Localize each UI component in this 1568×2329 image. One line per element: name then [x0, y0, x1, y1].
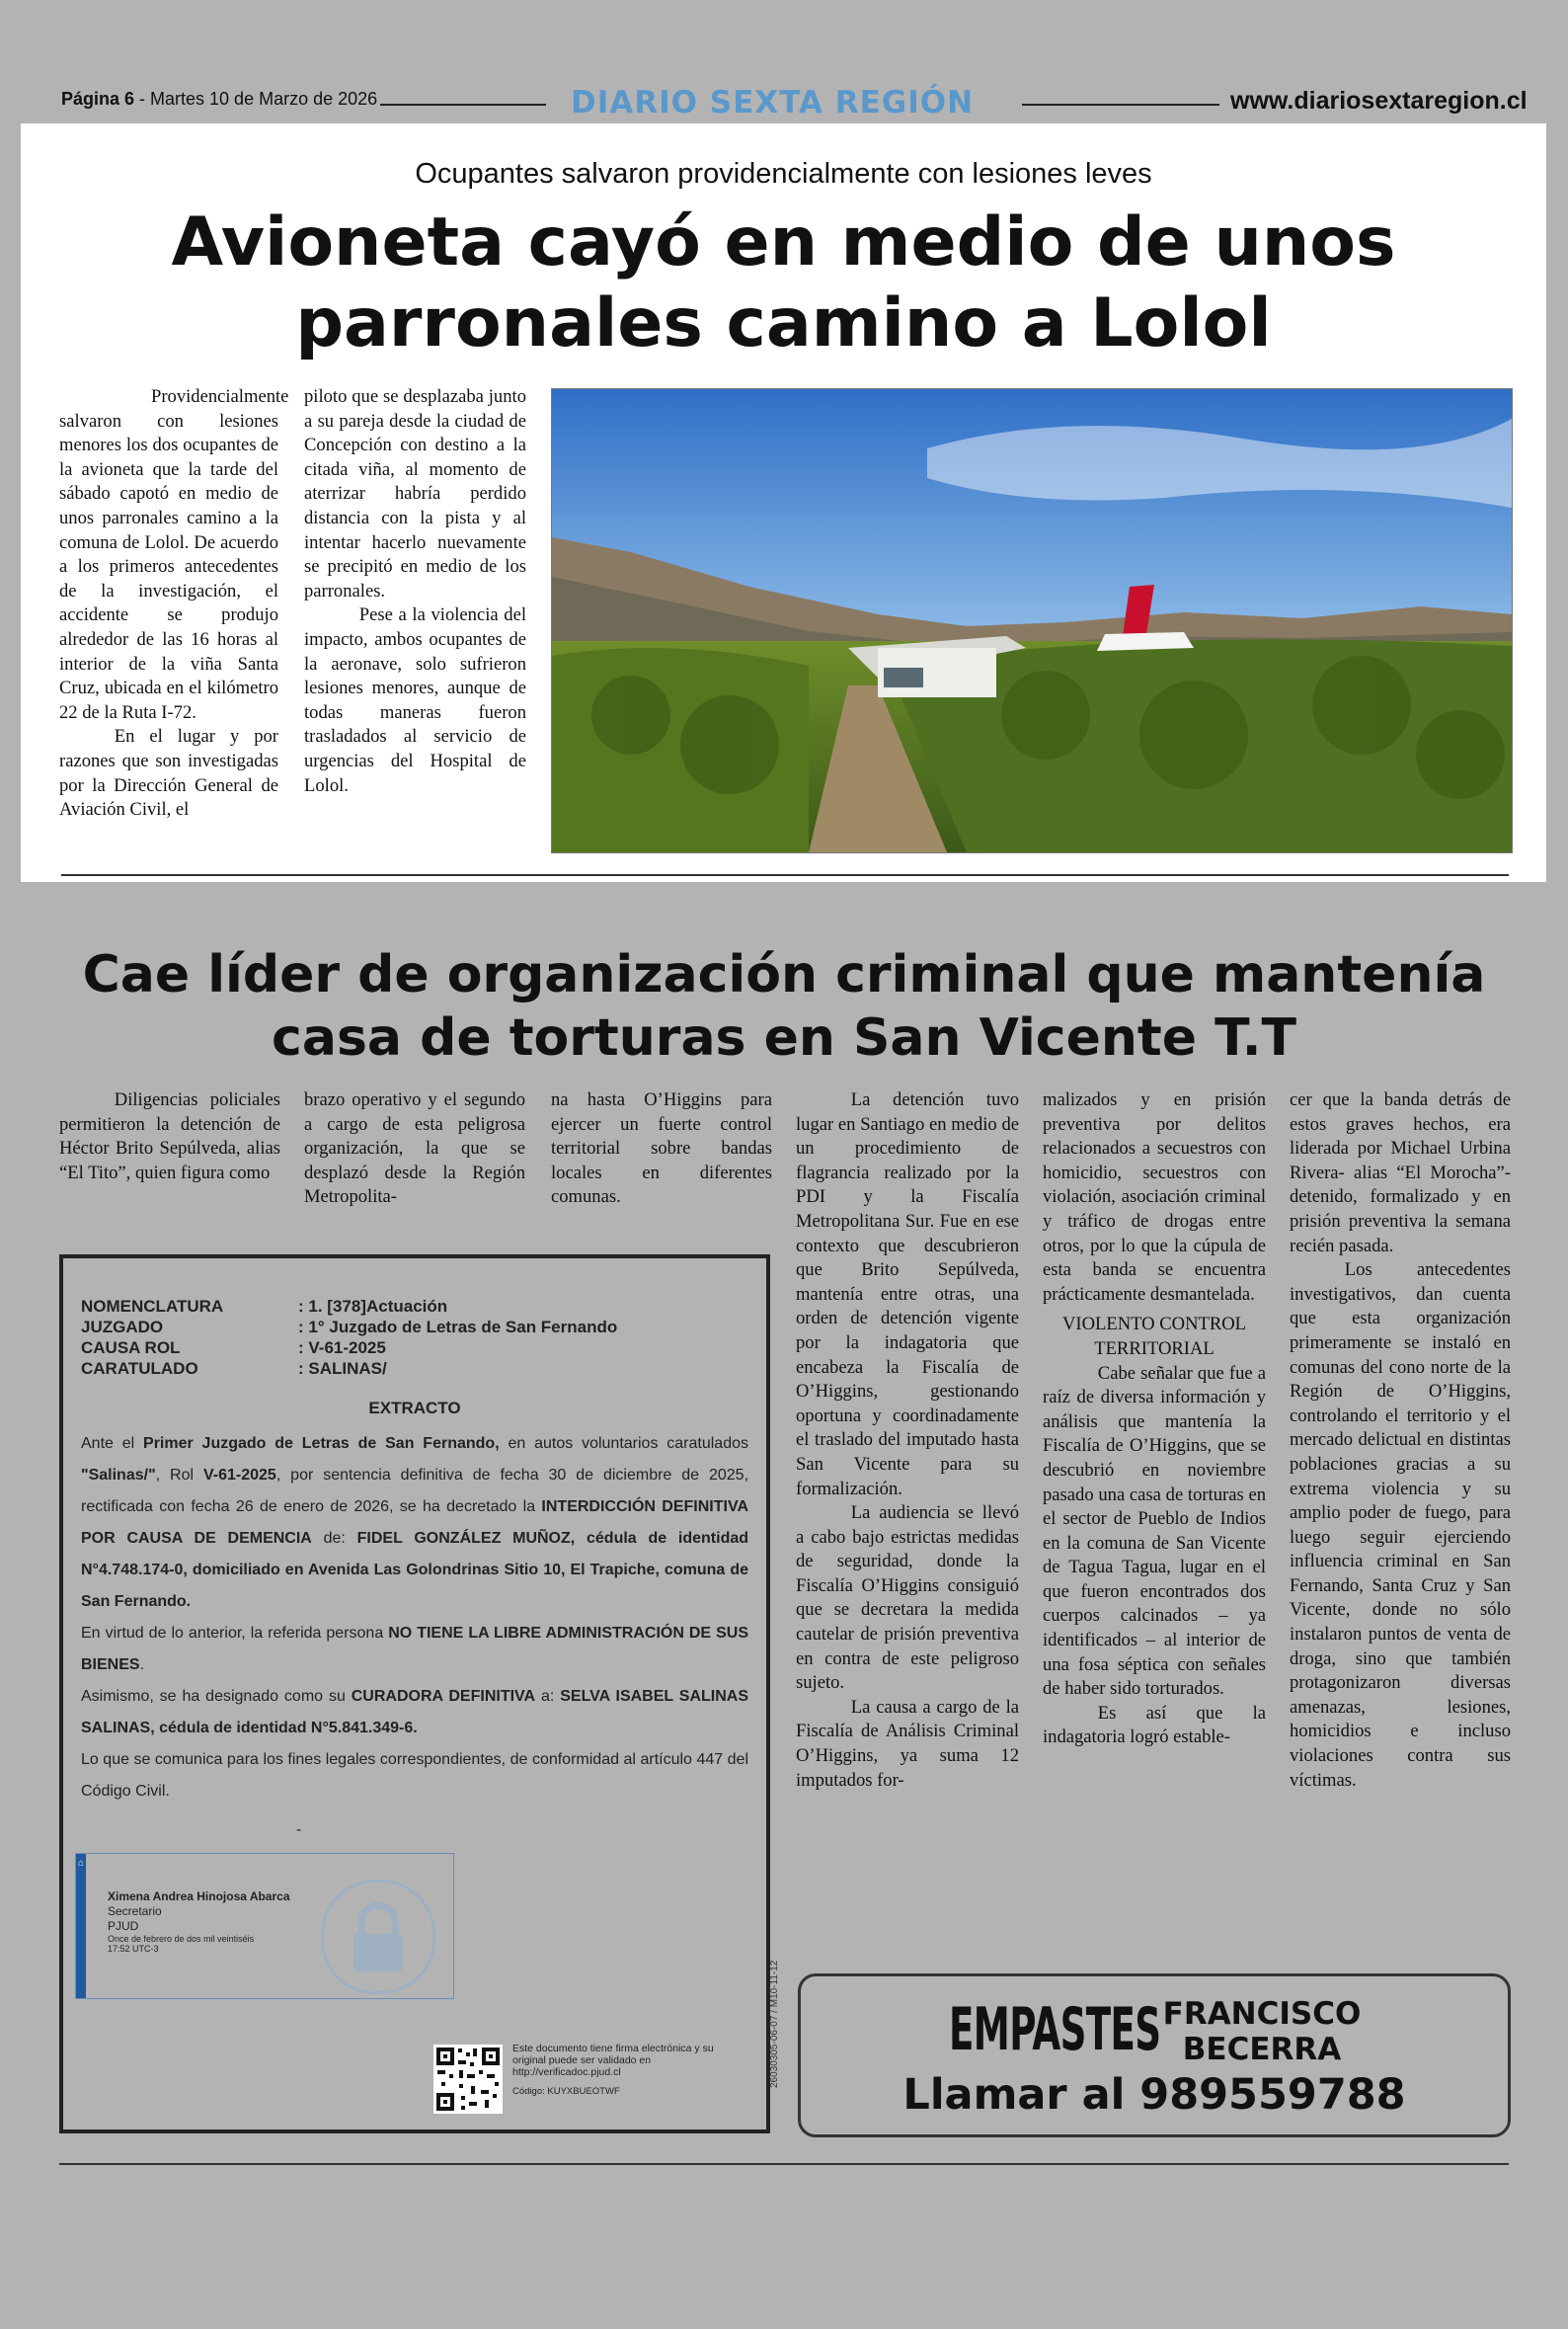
- masthead: DIARIO SEXTA REGIÓN: [571, 85, 975, 120]
- field-label: CAUSA ROL: [81, 1338, 181, 1357]
- website-link[interactable]: www.diariosextaregion.cl: [1230, 87, 1528, 115]
- document-side-code: 26030305-06-07 / M10-11-12: [769, 1960, 780, 2088]
- signature-text: [108, 1889, 290, 1954]
- verification-link[interactable]: Este documento tiene firma electrónica y su original puede ser validado en http://verificadoc.pjud.cl: [512, 2043, 714, 2078]
- vineyard-crash-image: [552, 389, 1512, 852]
- paragraph: malizados y en prisión preventiva por delitos relacionados a secuestros con homicidio, secuestros con violación, asociación criminal y tráfico de drogas entre otros, por lo que la cúpula de esta banda se encuentra prácticamente desmantelada.: [1043, 1089, 1266, 1305]
- article2-column-4: [796, 1088, 1019, 1793]
- field-caratulado: [81, 1358, 387, 1379]
- paragraph: La causa a cargo de la Fiscalía de Análisis Criminal O’Higgins, ya suma 12 imputados for-: [796, 1696, 1019, 1791]
- field-value: : 1° Juzgado de Letras de San Fernando: [298, 1318, 618, 1336]
- signer-org: PJUD: [108, 1919, 139, 1933]
- paragraph: Los antecedentes investigativos, dan cuenta que esta organización primeramente se instaló en comunas del cono norte de la Región de O’Higgins, controlando el territorio y el mercado delictual en distintas poblaciones gracias a su extrema violencia y su amplio poder de fuego, para luego seguir ejerciendo influencia criminal en San Fernando, Santa Cruz y San Vicente, donde no sólo instalaron puntos de venta de droga, sino que también protagonizaron diversas amenazas, lesiones, homicidios e incluso violaciones contra sus víctimas.: [1290, 1259, 1511, 1791]
- advertisement-empastes: [798, 1973, 1511, 2137]
- text: de:: [311, 1530, 357, 1547]
- text-bold: V-61-2025: [202, 1467, 276, 1484]
- text: , por sentencia definitiva de fecha 30 de diciembre de 2025, rectificada con fecha 26 de enero de 2026, se ha decretado la: [81, 1467, 749, 1515]
- field-value: : V-61-2025: [298, 1338, 386, 1357]
- field-nomenclatura: [81, 1296, 447, 1317]
- text: En virtud de lo anterior, la referida persona: [81, 1625, 389, 1642]
- article2-column-6: [1290, 1088, 1511, 1793]
- page-number: Página 6: [61, 89, 135, 109]
- text-bold: INTERDICCIÓN DEFINITIVA POR CAUSA DE DEMENCIA: [81, 1498, 749, 1547]
- lock-icon: [321, 1880, 435, 1994]
- paragraph: Cabe señalar que fue a raíz de diversa información y análisis que mantenía la Fiscalía de O’Higgins, que se descubrió en noviembre pasado una casa de torturas en el sector de Pueblo de Indios en la comuna de San Vicente de Tagua Tagua, lugar en el que fueron encontrados dos cuerpos calcinados – ya identificados – al interior de una fosa séptica con señales de haber sido torturados.: [1043, 1362, 1266, 1700]
- extracto-title: EXTRACTO: [368, 1399, 461, 1417]
- text: a:: [535, 1688, 561, 1705]
- field-label: CARATULADO: [81, 1359, 198, 1378]
- text-bold: Primer Juzgado de Letras de San Fernando,: [143, 1435, 500, 1452]
- signature-time: 17:52 UTC-3: [108, 1944, 159, 1954]
- field-value: : SALINAS/: [298, 1359, 387, 1378]
- ad-name-line-2: BECERRA: [1182, 2032, 1342, 2067]
- article1-column-2: [304, 385, 526, 798]
- ad-name-line-1: FRANCISCO: [1162, 1996, 1362, 2032]
- page-info: [61, 89, 377, 110]
- crash-photo: [551, 388, 1513, 853]
- signature-bar: [76, 1854, 86, 1998]
- ad-phone[interactable]: Llamar al 989559788: [902, 2070, 1406, 2120]
- field-value: : 1. [378]Actuación: [298, 1297, 448, 1316]
- header-divider-right: [1022, 104, 1219, 106]
- paragraph: cer que la banda detrás de estos graves hechos, era liderada por Michael Urbina Rivera- alias “El Morocha”- detenido, formalizado y en prisión preventiva la semana recién pasada.: [1290, 1089, 1511, 1256]
- paragraph: Providencialmente salvaron con lesiones menores los dos ocupantes de la avioneta que la tarde del sábado capotó en medio de unos parronales camino a la comuna de Lolol. De acuerdo a los primeros antecedentes de la investigación, el accidente se produjo alrededor de las 16 horas al interior de la viña Santa Cruz, ubicada en el kilómetro 22 de la Ruta I-72.: [59, 386, 289, 723]
- ad-empastes: EMPASTES: [949, 1995, 1161, 2064]
- extracto-paragraph-4: Lo que se comunica para los fines legales correspondientes, de conformidad al artículo 447 del Código Civil.: [81, 1751, 748, 1800]
- paragraph: na hasta O’Higgins para ejercer un fuerte control territorial sobre bandas locales en diferentes comunas.: [551, 1089, 772, 1208]
- text-bold: SELVA ISABEL SALINAS SALINAS, cédula de identidad N°5.841.349-6.: [81, 1688, 748, 1736]
- paragraph: La audiencia se llevó a cabo bajo estrictas medidas de seguridad, donde la Fiscalía O’Higgins consiguió que se decretara la medida cautelar de prisión preventiva en contra de este peligroso sujeto.: [796, 1502, 1019, 1694]
- paragraph: Pese a la violencia del impacto, ambos ocupantes de la aeronave, solo sufrieron lesiones menores, aunque de todas maneras fueron trasladados al servicio de urgencias del Hospital de Lolol.: [304, 604, 526, 796]
- article2-column-5: [1043, 1088, 1266, 1750]
- page-bottom-rule: [59, 2163, 1509, 2165]
- extracto-paragraph-1: [81, 1428, 748, 1618]
- paragraph: La detención tuvo lugar en Santiago en medio de un procedimiento de flagrancia realizado por la PDI y la Fiscalía Metropolitana Sur. Fue en ese contexto que descubrieron que Brito Sepúlveda, mantenía entre otras, una orden de detención vigente por la indagatoria que encabeza la Fiscalía de O’Higgins, gestionando oportuna y coordinadamente el traslado del imputado hasta San Vicente para su formalización.: [796, 1089, 1019, 1499]
- text: Ante el: [81, 1435, 144, 1452]
- subheading: VIOLENTO CONTROL TERRITORIAL: [1061, 1314, 1247, 1359]
- institution-icon: ⌂: [78, 1858, 85, 1869]
- extracto-paragraph-2: [81, 1618, 748, 1681]
- text-bold: FIDEL GONZÁLEZ MUÑOZ, cédula de identidad N°4.748.174-0, domiciliado en Avenida Las Golondrinas Sitio 10, El Trapiche, comuna de San Fernando.: [81, 1530, 749, 1610]
- text: en autos voluntarios caratulados: [499, 1435, 748, 1452]
- text: .: [139, 1656, 145, 1673]
- field-causa-rol: [81, 1337, 386, 1358]
- paragraph: Diligencias policiales permitieron la detención de Héctor Brito Sepúlveda, alias “El Tito”, quien figura como: [59, 1089, 280, 1183]
- field-juzgado: [81, 1317, 617, 1337]
- qr-code-icon[interactable]: [433, 2045, 503, 2114]
- text-bold: CURADORA DEFINITIVA: [351, 1688, 536, 1705]
- verification-code: Código: KUYXBUEOTWF: [512, 2086, 620, 2097]
- text: Asimismo, se ha designado como su: [81, 1688, 352, 1705]
- separator-dash: -: [296, 1821, 302, 1838]
- article1-headline: Avioneta cayó en medio de unos parronales camino a Lolol: [171, 203, 1396, 362]
- paragraph: piloto que se desplazaba junto a su pareja desde la ciudad de Concepción con destino a la citada viña, al momento de aterrizar habría perdido distancia con la pista y al intentar hacerlo nuevamente se precipitó en medio de los parronales.: [304, 386, 526, 602]
- text: , Rol: [155, 1467, 203, 1484]
- publication-date: - Martes 10 de Marzo de 2026: [134, 89, 378, 109]
- article2-column-1: [59, 1088, 280, 1185]
- signer-role: Secretario: [108, 1904, 162, 1918]
- article2-column-3: [551, 1088, 772, 1210]
- ad-business-name: [1158, 1996, 1366, 2067]
- article1-column-1: [59, 385, 289, 823]
- text-bold: "Salinas/": [81, 1467, 156, 1484]
- paragraph: Es así que la indagatoria logró estable-: [1043, 1702, 1266, 1748]
- electronic-signature: [75, 1853, 454, 1999]
- text-bold: NO TIENE LA LIBRE ADMINISTRACIÓN DE SUS BIENES: [81, 1625, 748, 1673]
- article2-headline: Cae líder de organización criminal que mantenía casa de torturas en San Vicente T.T: [82, 945, 1486, 1068]
- lock-icon-graphic: [324, 1883, 432, 1991]
- field-label: NOMENCLATURA: [81, 1297, 224, 1316]
- extracto-body: [81, 1428, 748, 1807]
- legal-notice-box: [59, 1254, 780, 2133]
- header-divider-left: [380, 104, 546, 106]
- paragraph: En el lugar y por razones que son investigadas por la Dirección General de Aviación Civil, el: [59, 726, 278, 821]
- paragraph: brazo operativo y el segundo a cargo de esta peligrosa organización, la que se desplazó desde la Región Metropolita-: [304, 1089, 525, 1208]
- article1-kicker: Ocupantes salvaron providencialmente con lesiones leves: [415, 158, 1152, 190]
- verification-text: [512, 2043, 745, 2098]
- field-label: JUZGADO: [81, 1318, 164, 1336]
- signature-date: Once de febrero de dos mil veintiséis: [108, 1934, 255, 1944]
- article2-column-2: [304, 1088, 525, 1210]
- section-divider: [61, 874, 1509, 876]
- signer-name: Ximena Andrea Hinojosa Abarca: [108, 1889, 290, 1903]
- extracto-paragraph-3: [81, 1681, 748, 1744]
